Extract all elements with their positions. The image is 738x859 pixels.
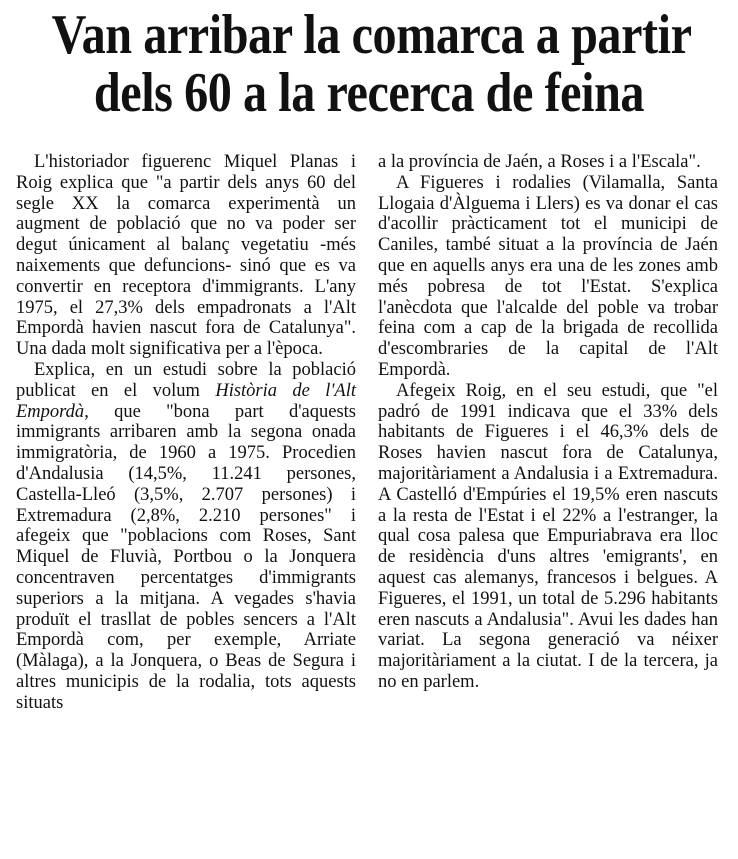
headline xyxy=(51,4,692,124)
paragraph-2-text-b: , que "bona part d'aquests immigrants arribaren amb la segona onada immigratòria, de 1960 a 1975. Procedien d'Andalusia (14,5%, 11.241 persones, Castella-Lleó (3,5%, 2.707 persones) i Extremadura (2,8%, 2.210 persones" i afegeix que "poblacions com Roses, Sant Miquel de Fluvià, Portbou o la Jonquera concentraven percentatges d'immigrants superiors a la mitjana. A vegades s'havia produït el trasllat de pobles sencers a l'Alt Empordà com, per exemple, Arriate (Màlaga), a la Jonquera, o Beas de Segura i altres municipis de la rodalia, tots aquests situats xyxy=(16,401,356,713)
article-column-left xyxy=(16,152,356,714)
paragraph-1: L'historiador figuerenc Miquel Planas i Roig explica que "a partir dels anys 60 del segle XX la comarca experimentà un augment de població que no va poder ser degut únicament al balanç vegetatiu -més naixements que defuncions- sinó que es va convertir en receptora d'immigrants. L'any 1975, el 27,3% dels empadronats a l'Alt Empordà havien nascut fora de Catalunya". Una dada molt significativa per a l'època. xyxy=(16,152,356,360)
headline-line-2: dels 60 a la recerca de feina xyxy=(93,62,645,124)
book-title: Història de l'Alt Empordà xyxy=(16,380,356,422)
paragraph-2 xyxy=(16,360,356,714)
paragraph-4: Afegeix Roig, en el seu estudi, que "el padró de 1991 indicava que el 33% dels habitants de Figueres i el 46,3% dels de Roses havien nascut fora de Catalunya, majoritàriament a Andalusia i a Extremadura. A Castelló d'Empúries el 19,5% eren nascuts a la resta de l'Estat i el 22% a l'estranger, la qual cosa palesa que Empuriabrava era lloc de residència d'uns altres 'emigrants', en aquest cas alemanys, francesos i belgues. A Figueres, el 1991, un total de 5.296 habitants eren nascuts a Andalusia". Avui les dades han variat. La segona generació va néixer majoritàriament a la ciutat. I de la tercera, ja no en parlem. xyxy=(378,380,718,692)
article-column-right xyxy=(378,152,718,693)
paragraph-3: A Figueres i rodalies (Vilamalla, Santa Llogaia d'Àlguema i Llers) es va donar el cas d'acollir pràcticament tot el municipi de Caniles, també situat a la província de Jaén que en aquells anys era una de les zones amb més pobresa de tot l'Estat. S'explica l'anècdota que l'alcalde del poble va trobar feina com a cap de la brigada de recollida d'escombraries de la capital de l'Alt Empordà. xyxy=(378,172,718,380)
paragraph-2-continued: a la província de Jaén, a Roses i a l'Escala". xyxy=(378,152,701,172)
headline-line-1: Van arribar la comarca a partir xyxy=(51,4,692,66)
paragraph-2-text-a: Explica, en un estudi sobre la població publicat en el volum xyxy=(16,359,356,401)
